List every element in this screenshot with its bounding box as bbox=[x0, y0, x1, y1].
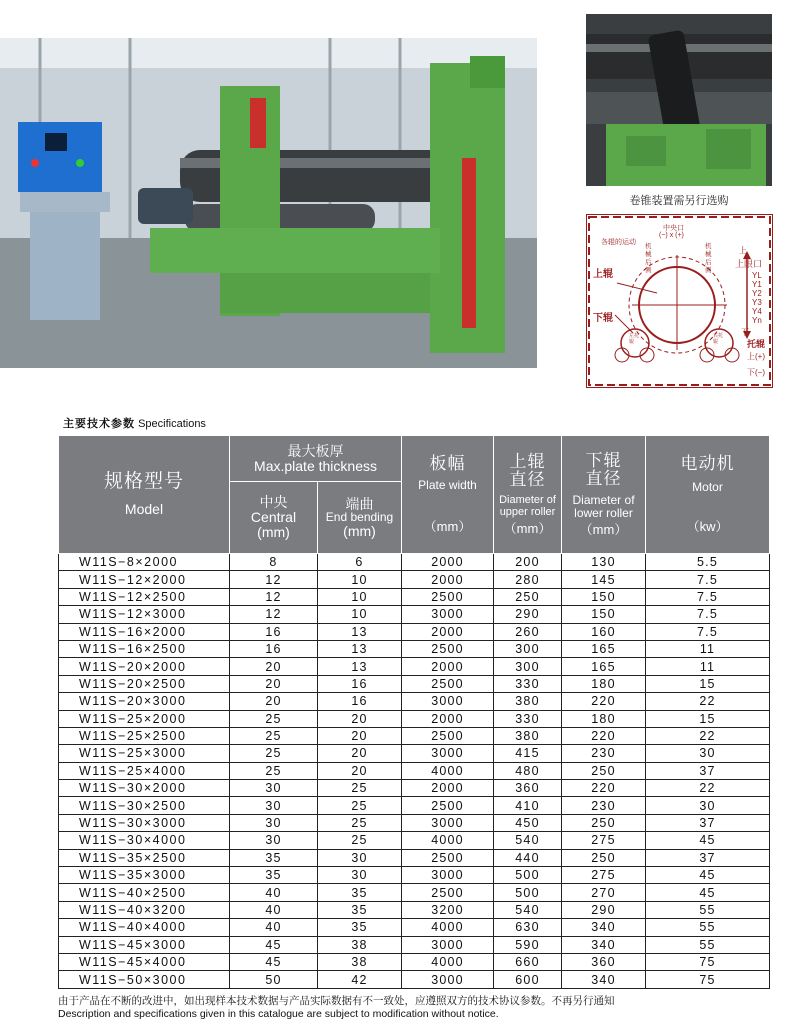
cell-lower-roller-diameter: 275 bbox=[562, 832, 646, 849]
header-model: 规格型号 Model bbox=[59, 436, 230, 554]
diagram-up-label: 上 bbox=[739, 246, 747, 255]
cell-plate-width: 2000 bbox=[402, 623, 494, 640]
cell-central-thickness: 40 bbox=[230, 901, 318, 918]
cell-central-thickness: 16 bbox=[230, 623, 318, 640]
cell-model: W11S−35×2500 bbox=[59, 849, 230, 866]
cell-upper-roller-diameter: 540 bbox=[494, 901, 562, 918]
cell-plate-width: 4000 bbox=[402, 919, 494, 936]
cell-lower-roller-diameter: 340 bbox=[562, 936, 646, 953]
cell-motor-power: 45 bbox=[646, 884, 770, 901]
cell-plate-width: 3000 bbox=[402, 606, 494, 623]
diagram-motion-label: 各辊的运动 bbox=[601, 239, 636, 246]
footnote-en: Description and specifications given in this catalogue are subject to modification without notice. bbox=[58, 1008, 499, 1020]
cell-central-thickness: 16 bbox=[230, 640, 318, 657]
cell-plate-width: 4000 bbox=[402, 953, 494, 970]
table-row bbox=[59, 710, 770, 727]
cell-upper-roller-diameter: 250 bbox=[494, 588, 562, 605]
spec-title-en: Specifications bbox=[138, 418, 206, 430]
cell-upper-roller-diameter: 630 bbox=[494, 919, 562, 936]
cell-model: W11S−30×2000 bbox=[59, 780, 230, 797]
cell-model: W11S−16×2500 bbox=[59, 640, 230, 657]
machine-photo bbox=[0, 38, 537, 368]
cell-central-thickness: 8 bbox=[230, 554, 318, 571]
cell-lower-roller-diameter: 230 bbox=[562, 797, 646, 814]
cell-central-thickness: 45 bbox=[230, 953, 318, 970]
cell-plate-width: 2000 bbox=[402, 658, 494, 675]
roller-motion-diagram bbox=[586, 214, 773, 388]
cell-upper-roller-diameter: 260 bbox=[494, 623, 562, 640]
cell-end-bending: 25 bbox=[318, 780, 402, 797]
cell-end-bending: 10 bbox=[318, 606, 402, 623]
cell-central-thickness: 25 bbox=[230, 762, 318, 779]
cell-plate-width: 2000 bbox=[402, 710, 494, 727]
cell-motor-power: 55 bbox=[646, 901, 770, 918]
cell-central-thickness: 25 bbox=[230, 727, 318, 744]
table-row bbox=[59, 780, 770, 797]
cell-end-bending: 20 bbox=[318, 727, 402, 744]
cell-model: W11S−20×3000 bbox=[59, 693, 230, 710]
cell-lower-roller-diameter: 275 bbox=[562, 867, 646, 884]
cell-end-bending: 6 bbox=[318, 554, 402, 571]
cell-upper-roller-diameter: 500 bbox=[494, 884, 562, 901]
table-row bbox=[59, 693, 770, 710]
diagram-down-minus-label: 下(−) bbox=[747, 368, 765, 377]
header-max-thickness: 最大板厚 Max.plate thickness bbox=[230, 436, 402, 482]
cell-motor-power: 45 bbox=[646, 832, 770, 849]
cell-motor-power: 7.5 bbox=[646, 606, 770, 623]
spec-section-title bbox=[63, 415, 206, 431]
table-row bbox=[59, 727, 770, 744]
table-row bbox=[59, 919, 770, 936]
cell-central-thickness: 50 bbox=[230, 971, 318, 988]
cell-central-thickness: 20 bbox=[230, 658, 318, 675]
cell-motor-power: 37 bbox=[646, 762, 770, 779]
cell-central-thickness: 30 bbox=[230, 780, 318, 797]
cell-plate-width: 2500 bbox=[402, 588, 494, 605]
table-row bbox=[59, 884, 770, 901]
header-end-bending: 端曲 End bending (mm) bbox=[318, 482, 402, 554]
cell-model: W11S−12×3000 bbox=[59, 606, 230, 623]
diagram-left-rear-label: 机械后侧 bbox=[645, 243, 652, 274]
cell-lower-roller-diameter: 220 bbox=[562, 693, 646, 710]
cell-end-bending: 13 bbox=[318, 623, 402, 640]
cell-plate-width: 2500 bbox=[402, 640, 494, 657]
cell-upper-roller-diameter: 330 bbox=[494, 710, 562, 727]
cell-central-thickness: 35 bbox=[230, 867, 318, 884]
cone-device-photo bbox=[586, 14, 772, 186]
cell-upper-roller-diameter: 290 bbox=[494, 606, 562, 623]
header-upper-roller: 上辊 直径 Diameter of upper roller （mm） bbox=[494, 436, 562, 554]
cell-model: W11S−20×2000 bbox=[59, 658, 230, 675]
diagram-right-rear-label: 机械后侧 bbox=[705, 243, 712, 274]
cell-motor-power: 11 bbox=[646, 658, 770, 675]
cell-lower-roller-diameter: 290 bbox=[562, 901, 646, 918]
cell-upper-roller-diameter: 660 bbox=[494, 953, 562, 970]
table-row bbox=[59, 832, 770, 849]
cell-lower-roller-diameter: 150 bbox=[562, 588, 646, 605]
footnote bbox=[58, 995, 778, 1021]
cell-plate-width: 2000 bbox=[402, 554, 494, 571]
cell-end-bending: 30 bbox=[318, 867, 402, 884]
diagram-upper-roll-label: 上辊 bbox=[593, 269, 613, 280]
cell-plate-width: 3000 bbox=[402, 867, 494, 884]
cell-central-thickness: 35 bbox=[230, 849, 318, 866]
cell-model: W11S−12×2000 bbox=[59, 571, 230, 588]
cell-plate-width: 3200 bbox=[402, 901, 494, 918]
cell-end-bending: 38 bbox=[318, 936, 402, 953]
cell-central-thickness: 12 bbox=[230, 571, 318, 588]
cell-plate-width: 2000 bbox=[402, 571, 494, 588]
cell-motor-power: 22 bbox=[646, 780, 770, 797]
table-row bbox=[59, 745, 770, 762]
diagram-up-plus-label: 上(+) bbox=[747, 352, 765, 361]
cell-central-thickness: 30 bbox=[230, 797, 318, 814]
cell-central-thickness: 40 bbox=[230, 919, 318, 936]
cell-motor-power: 5.5 bbox=[646, 554, 770, 571]
cell-end-bending: 35 bbox=[318, 919, 402, 936]
cell-motor-power: 75 bbox=[646, 971, 770, 988]
cell-end-bending: 10 bbox=[318, 571, 402, 588]
table-row bbox=[59, 971, 770, 988]
cell-lower-roller-diameter: 220 bbox=[562, 727, 646, 744]
cell-upper-roller-diameter: 450 bbox=[494, 814, 562, 831]
cell-upper-roller-diameter: 200 bbox=[494, 554, 562, 571]
diagram-limit-list: YL Y1 Y2 Y3 Y4 Yn bbox=[752, 271, 762, 325]
table-row bbox=[59, 658, 770, 675]
cell-central-thickness: 12 bbox=[230, 606, 318, 623]
table-row bbox=[59, 762, 770, 779]
cell-plate-width: 3000 bbox=[402, 936, 494, 953]
table-row bbox=[59, 901, 770, 918]
cell-upper-roller-diameter: 415 bbox=[494, 745, 562, 762]
cell-motor-power: 30 bbox=[646, 797, 770, 814]
cell-model: W11S−30×2500 bbox=[59, 797, 230, 814]
cell-lower-roller-diameter: 250 bbox=[562, 849, 646, 866]
spec-table-body bbox=[59, 554, 770, 989]
cell-lower-roller-diameter: 270 bbox=[562, 884, 646, 901]
cell-model: W11S−50×3000 bbox=[59, 971, 230, 988]
cell-plate-width: 2500 bbox=[402, 675, 494, 692]
header-plate-width: 板幅 Plate width （mm） bbox=[402, 436, 494, 554]
cell-upper-roller-diameter: 330 bbox=[494, 675, 562, 692]
cell-lower-roller-diameter: 160 bbox=[562, 623, 646, 640]
cell-model: W11S−25×2000 bbox=[59, 710, 230, 727]
cell-model: W11S−30×3000 bbox=[59, 814, 230, 831]
cell-motor-power: 37 bbox=[646, 849, 770, 866]
cell-end-bending: 10 bbox=[318, 588, 402, 605]
cell-central-thickness: 40 bbox=[230, 884, 318, 901]
diagram-right-idler-label: 右托辊 bbox=[713, 333, 724, 345]
cell-end-bending: 20 bbox=[318, 710, 402, 727]
cell-model: W11S−35×3000 bbox=[59, 867, 230, 884]
diagram-lower-roll-label: 下辊 bbox=[593, 313, 613, 324]
cell-motor-power: 55 bbox=[646, 936, 770, 953]
table-row bbox=[59, 867, 770, 884]
cell-upper-roller-diameter: 590 bbox=[494, 936, 562, 953]
cell-upper-roller-diameter: 440 bbox=[494, 849, 562, 866]
table-row bbox=[59, 588, 770, 605]
cell-upper-roller-diameter: 360 bbox=[494, 780, 562, 797]
cell-motor-power: 15 bbox=[646, 710, 770, 727]
cell-upper-roller-diameter: 410 bbox=[494, 797, 562, 814]
cell-motor-power: 55 bbox=[646, 919, 770, 936]
cell-motor-power: 7.5 bbox=[646, 623, 770, 640]
spec-table bbox=[58, 435, 770, 989]
cell-lower-roller-diameter: 360 bbox=[562, 953, 646, 970]
cell-upper-roller-diameter: 380 bbox=[494, 693, 562, 710]
cell-plate-width: 4000 bbox=[402, 832, 494, 849]
header-motor: 电动机 Motor （kw） bbox=[646, 436, 770, 554]
header-lower-roller: 下辊 直径 Diameter of lower roller （mm） bbox=[562, 436, 646, 554]
diagram-left-idler-label: 左托辊 bbox=[629, 333, 640, 345]
cell-upper-roller-diameter: 480 bbox=[494, 762, 562, 779]
cell-end-bending: 42 bbox=[318, 971, 402, 988]
cell-model: W11S−45×4000 bbox=[59, 953, 230, 970]
cell-upper-roller-diameter: 300 bbox=[494, 640, 562, 657]
cell-model: W11S−25×4000 bbox=[59, 762, 230, 779]
table-row bbox=[59, 814, 770, 831]
cell-end-bending: 35 bbox=[318, 884, 402, 901]
cell-end-bending: 35 bbox=[318, 901, 402, 918]
cell-central-thickness: 25 bbox=[230, 710, 318, 727]
cell-motor-power: 22 bbox=[646, 727, 770, 744]
table-row bbox=[59, 554, 770, 571]
cell-upper-roller-diameter: 500 bbox=[494, 867, 562, 884]
cell-plate-width: 2500 bbox=[402, 727, 494, 744]
cell-motor-power: 45 bbox=[646, 867, 770, 884]
cell-model: W11S−20×2500 bbox=[59, 675, 230, 692]
cell-lower-roller-diameter: 340 bbox=[562, 919, 646, 936]
table-row bbox=[59, 571, 770, 588]
cell-model: W11S−25×3000 bbox=[59, 745, 230, 762]
diagram-down-label: 下 bbox=[741, 328, 749, 337]
cell-lower-roller-diameter: 180 bbox=[562, 675, 646, 692]
cell-motor-power: 22 bbox=[646, 693, 770, 710]
cell-lower-roller-diameter: 220 bbox=[562, 780, 646, 797]
cell-upper-roller-diameter: 300 bbox=[494, 658, 562, 675]
table-row bbox=[59, 797, 770, 814]
cell-model: W11S−12×2500 bbox=[59, 588, 230, 605]
cell-model: W11S−40×3200 bbox=[59, 901, 230, 918]
cell-lower-roller-diameter: 250 bbox=[562, 762, 646, 779]
cell-central-thickness: 20 bbox=[230, 693, 318, 710]
cell-end-bending: 16 bbox=[318, 675, 402, 692]
cell-end-bending: 13 bbox=[318, 658, 402, 675]
cell-end-bending: 20 bbox=[318, 745, 402, 762]
cell-model: W11S−40×2500 bbox=[59, 884, 230, 901]
cell-central-thickness: 30 bbox=[230, 832, 318, 849]
cell-plate-width: 4000 bbox=[402, 762, 494, 779]
cell-model: W11S−16×2000 bbox=[59, 623, 230, 640]
cell-plate-width: 3000 bbox=[402, 971, 494, 988]
cell-end-bending: 20 bbox=[318, 762, 402, 779]
cell-motor-power: 11 bbox=[646, 640, 770, 657]
cell-lower-roller-diameter: 150 bbox=[562, 606, 646, 623]
footnote-cn: 由于产品在不断的改进中，如出现样本技术数据与产品实际数据有不一致处，应遵照双方的技术协议参数。不再另行通知 bbox=[58, 995, 615, 1007]
cell-motor-power: 37 bbox=[646, 814, 770, 831]
cell-model: W11S−25×2500 bbox=[59, 727, 230, 744]
cell-lower-roller-diameter: 165 bbox=[562, 640, 646, 657]
cell-plate-width: 2500 bbox=[402, 797, 494, 814]
cell-model: W11S−45×3000 bbox=[59, 936, 230, 953]
diagram-center-sign: (−) x (+) bbox=[659, 232, 684, 239]
spec-title-cn: 主要技术参数 bbox=[63, 418, 135, 430]
cell-plate-width: 3000 bbox=[402, 745, 494, 762]
cell-motor-power: 75 bbox=[646, 953, 770, 970]
cell-plate-width: 3000 bbox=[402, 693, 494, 710]
cell-plate-width: 2500 bbox=[402, 884, 494, 901]
cell-model: W11S−30×4000 bbox=[59, 832, 230, 849]
cell-lower-roller-diameter: 130 bbox=[562, 554, 646, 571]
cell-central-thickness: 25 bbox=[230, 745, 318, 762]
cell-end-bending: 25 bbox=[318, 814, 402, 831]
cell-lower-roller-diameter: 145 bbox=[562, 571, 646, 588]
header-central: 中央 Central (mm) bbox=[230, 482, 318, 554]
cell-model: W11S−40×4000 bbox=[59, 919, 230, 936]
cell-end-bending: 13 bbox=[318, 640, 402, 657]
cell-upper-roller-diameter: 540 bbox=[494, 832, 562, 849]
table-row bbox=[59, 849, 770, 866]
cell-end-bending: 30 bbox=[318, 849, 402, 866]
table-row bbox=[59, 606, 770, 623]
cell-central-thickness: 30 bbox=[230, 814, 318, 831]
table-row bbox=[59, 640, 770, 657]
cell-lower-roller-diameter: 340 bbox=[562, 971, 646, 988]
cell-plate-width: 2500 bbox=[402, 849, 494, 866]
cell-lower-roller-diameter: 165 bbox=[562, 658, 646, 675]
cell-upper-roller-diameter: 380 bbox=[494, 727, 562, 744]
cone-device-caption: 卷锥装置需另行选购 bbox=[629, 195, 729, 207]
table-row bbox=[59, 623, 770, 640]
table-row bbox=[59, 675, 770, 692]
cell-central-thickness: 12 bbox=[230, 588, 318, 605]
table-row bbox=[59, 953, 770, 970]
cell-end-bending: 25 bbox=[318, 832, 402, 849]
cell-motor-power: 30 bbox=[646, 745, 770, 762]
cell-lower-roller-diameter: 250 bbox=[562, 814, 646, 831]
cell-upper-roller-diameter: 600 bbox=[494, 971, 562, 988]
diagram-idler-label: 托辊 bbox=[747, 339, 766, 349]
cell-end-bending: 38 bbox=[318, 953, 402, 970]
cell-lower-roller-diameter: 230 bbox=[562, 745, 646, 762]
cell-lower-roller-diameter: 180 bbox=[562, 710, 646, 727]
cell-model: W11S−8×2000 bbox=[59, 554, 230, 571]
diagram-upper-limit-label: 上限口 bbox=[735, 259, 763, 269]
cell-plate-width: 3000 bbox=[402, 814, 494, 831]
cell-end-bending: 25 bbox=[318, 797, 402, 814]
cell-central-thickness: 45 bbox=[230, 936, 318, 953]
cell-end-bending: 16 bbox=[318, 693, 402, 710]
cell-motor-power: 15 bbox=[646, 675, 770, 692]
diagram-center-label: 中央口 bbox=[663, 225, 684, 232]
cell-plate-width: 2000 bbox=[402, 780, 494, 797]
cell-central-thickness: 20 bbox=[230, 675, 318, 692]
cell-motor-power: 7.5 bbox=[646, 588, 770, 605]
table-row bbox=[59, 936, 770, 953]
cell-motor-power: 7.5 bbox=[646, 571, 770, 588]
cell-upper-roller-diameter: 280 bbox=[494, 571, 562, 588]
